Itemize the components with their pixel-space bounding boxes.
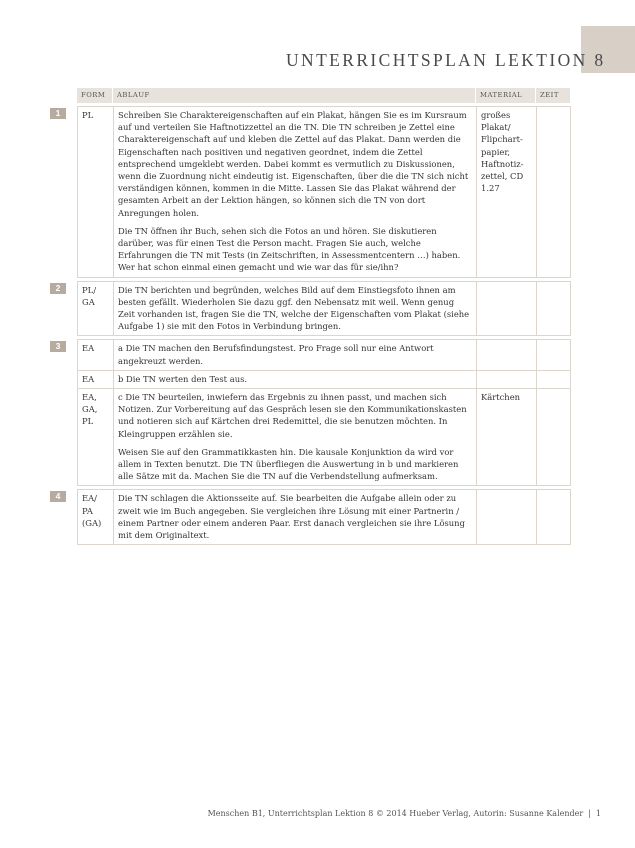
page-footer [0,809,601,818]
zeit-cell [537,389,572,485]
section-number-badge: 2 [50,283,66,294]
table-row [78,282,570,336]
table-row [78,107,570,277]
column-header-zeit: ZEIT [536,88,571,103]
footer-separator: | [588,809,591,818]
ablauf-cell [114,107,477,277]
section-number-badge: 3 [50,341,66,352]
table-row [78,340,570,369]
ablauf-paragraph: Die TN öffnen ihr Buch, sehen sich die Fotos an und hören. Sie diskutieren darüber, was für einen Test die Person macht. Fragen Sie auch, welche Erfahrungen die TN mit Tests (in Zeitschriften, in Assessmentcentern …) haben. Wer hat schon einmal einen gemacht und wie war das für sie/ihn? [118,225,461,273]
form-cell: PL [78,107,114,277]
zeit-cell [537,490,572,544]
table-row [78,370,570,388]
table-header [77,88,571,103]
zeit-cell [537,371,572,388]
ablauf-paragraph: Weisen Sie auf den Grammatikkasten hin. Die kausale Konjunktion da wird vor allem in Texten benutzt. Die TN überfliegen die Auswertung in b und markieren alle Sätze mit da. Machen Sie die TN auf die Verbendstellung aufmerksam. [118,446,459,482]
material-cell [477,282,537,336]
ablauf-cell [114,282,477,336]
lesson-plan-table [55,88,571,545]
table-section [55,106,571,278]
column-header-material: MATERIAL [476,88,536,103]
column-header-ablauf: ABLAUF [113,88,476,103]
ablauf-cell [114,490,477,544]
page-number: 1 [595,809,601,818]
material-cell [477,490,537,544]
form-cell: EA [78,340,114,369]
form-cell: EA/ PA (GA) [78,490,114,544]
ablauf-paragraph: Schreiben Sie Charaktereigenschaften auf ein Plakat, hängen Sie es im Kursraum auf und verteilen Sie Haftnotizzettel an die TN. Die TN schreiben je Zettel eine Charaktereigenschaft auf und kleben die Zettel auf das Plakat. Dann werden die Eigenschaften nach positiven und negativen geordnet, indem die Zettel entsprechend umgeklebt werden. Dabei kommt es vermutlich zu Diskussionen, wenn die Zuordnung nicht eindeutig ist. Eigenschaften, über die die TN sich nicht verständigen können, kommen in die Mitte. Lassen Sie das Plakat während der gesamten Arbeit an der Lektion hängen, so können sich die TN von dort Anregungen holen. [118,110,469,218]
form-cell: EA [78,371,114,388]
form-cell: PL/ GA [78,282,114,336]
table-section [55,489,571,545]
ablauf-paragraph: Die TN berichten und begründen, welches Bild auf dem Einstiegsfoto ihnen am besten gefällt. Wiederholen Sie dazu ggf. den Nebensatz mit weil. Wenn genug Zeit vorhanden ist, fragen Sie die TN, welche der Eigenschaften vom Plakat (siehe Aufgabe 1) sie mit den Fotos in Verbindung bringen. [118,284,470,332]
material-cell [477,371,537,388]
material-cell [477,340,537,369]
table-section [55,281,571,337]
ablauf-cell [114,389,477,485]
ablauf-paragraph: a Die TN machen den Berufsfindungstest. Pro Frage soll nur eine Antwort angekreuzt werden. [118,343,434,366]
section-number-badge: 1 [50,108,66,119]
ablauf-cell [114,340,477,369]
section-number-badge: 4 [50,491,66,502]
ablauf-paragraph: b Die TN werten den Test aus. [118,373,248,384]
material-cell: Kärtchen [477,389,537,485]
zeit-cell [537,107,572,277]
ablauf-paragraph: c Die TN beurteilen, inwiefern das Ergebnis zu ihnen passt, und machen sich Notizen. Zur Vorbereitung auf das Gespräch lesen sie den Kommunikationskasten und notieren sich auf Kärtchen drei Redemittel, die sie benutzen möchten. In Kleingruppen erzählen sie. [118,392,467,439]
column-header-form: FORM [77,88,113,103]
table-row [78,490,570,544]
page-title: UNTERRICHTSPLAN LEKTION 8 [286,50,606,70]
footer-text: Menschen B1, Unterrichtsplan Lektion 8 © 2014 Hueber Verlag, Autorin: Susanne Kalender [207,809,584,818]
table-row [78,388,570,485]
material-cell: großes Plakat/ Flipchart-papier, Haftnotiz-zettel, CD 1.27 [477,107,537,277]
table-body [55,106,571,545]
table-section [55,339,571,486]
form-cell: EA, GA, PL [78,389,114,485]
zeit-cell [537,340,572,369]
ablauf-cell [114,371,477,388]
zeit-cell [537,282,572,336]
ablauf-paragraph: Die TN schlagen die Aktionsseite auf. Sie bearbeiten die Aufgabe allein oder zu zweit wie im Buch angegeben. Sie vergleichen ihre Lösung mit einer Partnerin / einem Partner oder einem anderen Paar. Erst danach vergleichen sie ihre Lösung mit dem Originaltext. [118,493,465,541]
